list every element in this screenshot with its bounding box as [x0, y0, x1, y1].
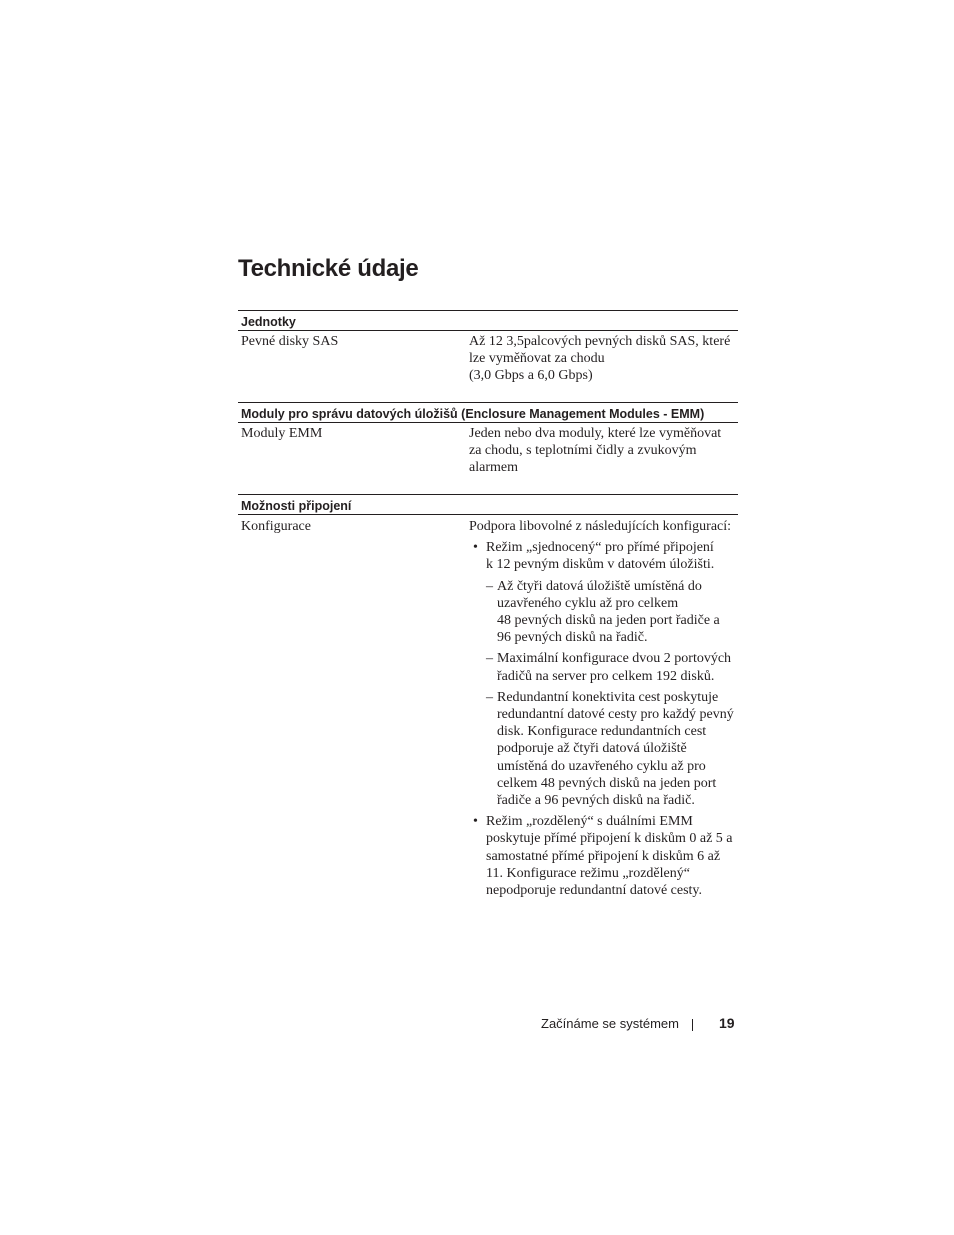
text-line: (3,0 Gbps a 6,0 Gbps) — [469, 368, 593, 384]
text-line: lze vyměňovat za chodu — [469, 351, 605, 367]
text-line: k 12 pevným diskům v datovém úložišti. — [486, 557, 715, 573]
text-line: řadiče a 96 pevných disků na řadič. — [497, 793, 695, 809]
table-row-sas-drives — [238, 331, 738, 402]
page-number: 19 — [719, 1015, 735, 1031]
table-row-emm-modules — [238, 423, 738, 494]
row-label: Konfigurace — [241, 519, 311, 534]
row-value — [466, 333, 738, 402]
text-line: za chodu, s teplotními čidly a zvukovým — [469, 443, 697, 459]
row-label: Moduly EMM — [241, 426, 323, 441]
footer-divider — [692, 1019, 693, 1031]
bullet-mark: • — [473, 814, 478, 830]
text-line: samostatné přímé připojení k diskům 6 až — [486, 848, 721, 864]
list-item — [486, 689, 738, 809]
text-line: nepodporuje redundantní datové cesty. — [486, 883, 703, 899]
list-item — [469, 813, 738, 899]
specs-table — [238, 310, 738, 903]
text-line: Až čtyři datová úložiště umístěná do — [497, 578, 702, 594]
text-line: alarmem — [469, 460, 518, 476]
footer-text: Začínáme se systémem — [541, 1016, 679, 1031]
text-line: Režim „sjednocený“ pro přímé připojení — [486, 540, 714, 556]
text-line: 96 pevných disků na řadič. — [497, 630, 648, 646]
text-line: celkem 48 pevných disků na jeden port — [497, 775, 717, 791]
text-line: disk. Konfigurace redundantních cest — [497, 724, 707, 740]
text-line: poskytuje přímé připojení k diskům 0 až 5 a — [486, 831, 733, 847]
row-value — [466, 518, 738, 903]
text-line: Jeden nebo dva moduly, které lze vyměňovat — [469, 426, 722, 441]
text-line: uzavřeného cyklu až pro celkem — [497, 595, 679, 611]
text-line: řadičů na server pro celkem 192 disků. — [497, 668, 715, 684]
text-line: redundantní datové cesty pro každý pevný — [497, 707, 734, 723]
intro-text: Podpora libovolné z následujících konfigurací: — [469, 519, 732, 534]
text-line: Redundantní konektivita cest poskytuje — [497, 689, 719, 705]
section-heading-emm: Moduly pro správu datových úložišů (Enclosure Management Modules - EMM) — [238, 402, 738, 423]
page-title: Technické údaje — [238, 255, 419, 282]
text-line: 11. Konfigurace režimu „rozdělený“ — [486, 865, 690, 881]
section-heading-drives: Jednotky — [238, 310, 738, 331]
text-line: Režim „rozdělený“ s duálními EMM — [486, 814, 693, 830]
bullet-list — [469, 539, 738, 899]
bullet-mark: • — [473, 540, 478, 556]
row-value — [466, 425, 738, 494]
list-item — [486, 650, 738, 684]
dash-mark: – — [486, 651, 493, 667]
table-row-configuration — [238, 515, 738, 903]
text-line: podporuje až čtyři datová úložiště — [497, 741, 687, 757]
dash-mark: – — [486, 689, 493, 705]
text-line: umístěná do uzavřeného cyklu až pro — [497, 758, 706, 774]
text-line: 48 pevných disků na jeden port řadiče a — [497, 613, 720, 629]
list-item — [469, 539, 738, 809]
row-label: Pevné disky SAS — [241, 334, 339, 349]
section-heading-connectivity: Možnosti připojení — [238, 494, 738, 515]
list-item — [486, 578, 738, 647]
text-line: Až 12 3,5palcových pevných disků SAS, které — [469, 334, 731, 349]
sub-list — [486, 578, 738, 810]
dash-mark: – — [486, 578, 493, 594]
text-line: Maximální konfigurace dvou 2 portových — [497, 651, 732, 667]
